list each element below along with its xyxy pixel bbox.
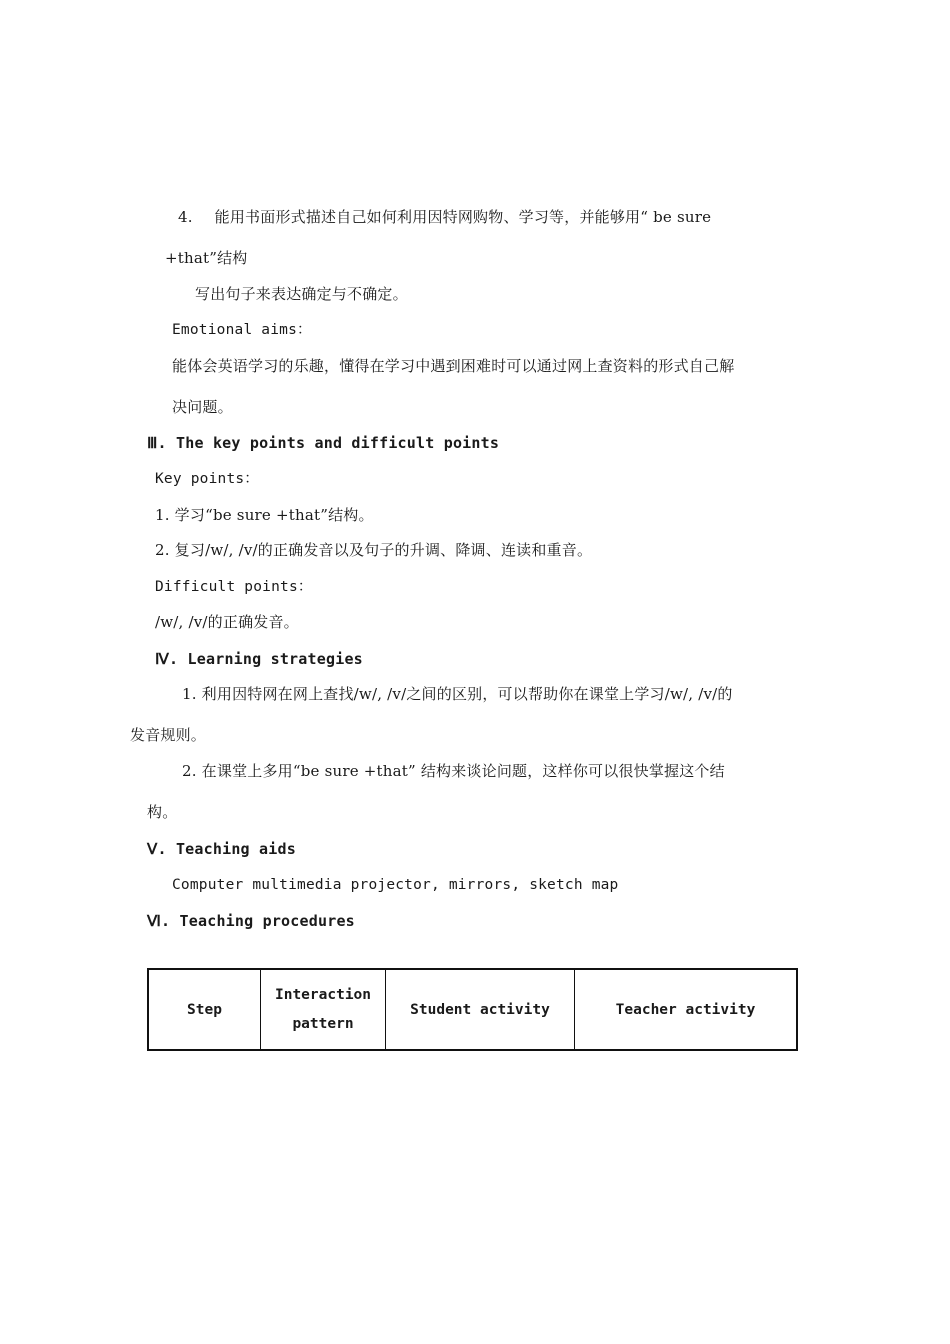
key-point-1: 1. 学习“be sure +that”结构。 — [155, 506, 374, 524]
section-6-heading — [147, 911, 355, 931]
objective-item-4-number: 4. — [178, 208, 193, 226]
objective-item-4-continuation: +that”结构 — [165, 249, 248, 267]
key-points-label: Key points： — [155, 471, 259, 487]
emotional-aims-text-line-2: 决问题。 — [172, 398, 233, 416]
emotional-aims-label: Emotional aims： — [172, 322, 312, 338]
strategy-1-line-2: 发音规则。 — [130, 726, 207, 744]
header-student-activity: Student activity — [386, 969, 575, 1050]
objective-item-4-continuation-2: 写出句子来表达确定与不确定。 — [195, 285, 408, 303]
section-3-heading — [147, 433, 499, 453]
section-3-numeral: Ⅲ. — [147, 434, 167, 452]
table-header-row — [148, 969, 797, 1050]
section-5-heading — [147, 839, 296, 859]
key-point-2: 2. 复习/w/, /v/的正确发音以及句子的升调、降调、连读和重音。 — [155, 541, 593, 559]
emotional-aims-text-line-1: 能体会英语学习的乐趣，懂得在学习中遇到困难时可以通过网上查资料的形式自己解 — [172, 357, 735, 375]
strategy-2-line-1: 2. 在课堂上多用“be sure +that” 结构来谈论问题，这样你可以很快掌握这个结 — [182, 762, 725, 780]
section-6-numeral: Ⅵ. — [147, 912, 171, 930]
header-interaction-pattern — [261, 969, 386, 1050]
objective-item-4 — [178, 207, 711, 227]
section-6-title: Teaching procedures — [179, 912, 355, 930]
teaching-aids-text: Computer multimedia projector, mirrors, sketch map — [172, 877, 619, 893]
section-4-title: Learning strategies — [187, 650, 363, 668]
section-3-title: The key points and difficult points — [176, 434, 500, 452]
section-5-title: Teaching aids — [175, 840, 296, 858]
header-interaction-line-1: Interaction — [274, 987, 372, 1003]
header-step: Step — [148, 969, 261, 1050]
objective-item-4-text: 能用书面形式描述自己如何利用因特网购物、学习等，并能够用“ be sure — [214, 208, 712, 226]
header-teacher-activity: Teacher activity — [575, 969, 798, 1050]
teaching-procedures-table — [147, 968, 798, 1051]
difficult-points-label: Difficult points： — [155, 579, 313, 595]
header-interaction-line-2: pattern — [292, 1016, 354, 1032]
section-4-numeral: Ⅳ. — [155, 650, 179, 668]
strategy-1-line-1: 1. 利用因特网在网上查找/w/, /v/之间的区别，可以帮助你在课堂上学习/w/, /v/的 — [182, 685, 733, 703]
section-5-numeral: Ⅴ. — [147, 840, 167, 858]
strategy-2-line-2: 构。 — [147, 803, 178, 821]
difficult-point-1: /w/, /v/的正确发音。 — [155, 613, 299, 631]
section-4-heading — [155, 649, 363, 669]
